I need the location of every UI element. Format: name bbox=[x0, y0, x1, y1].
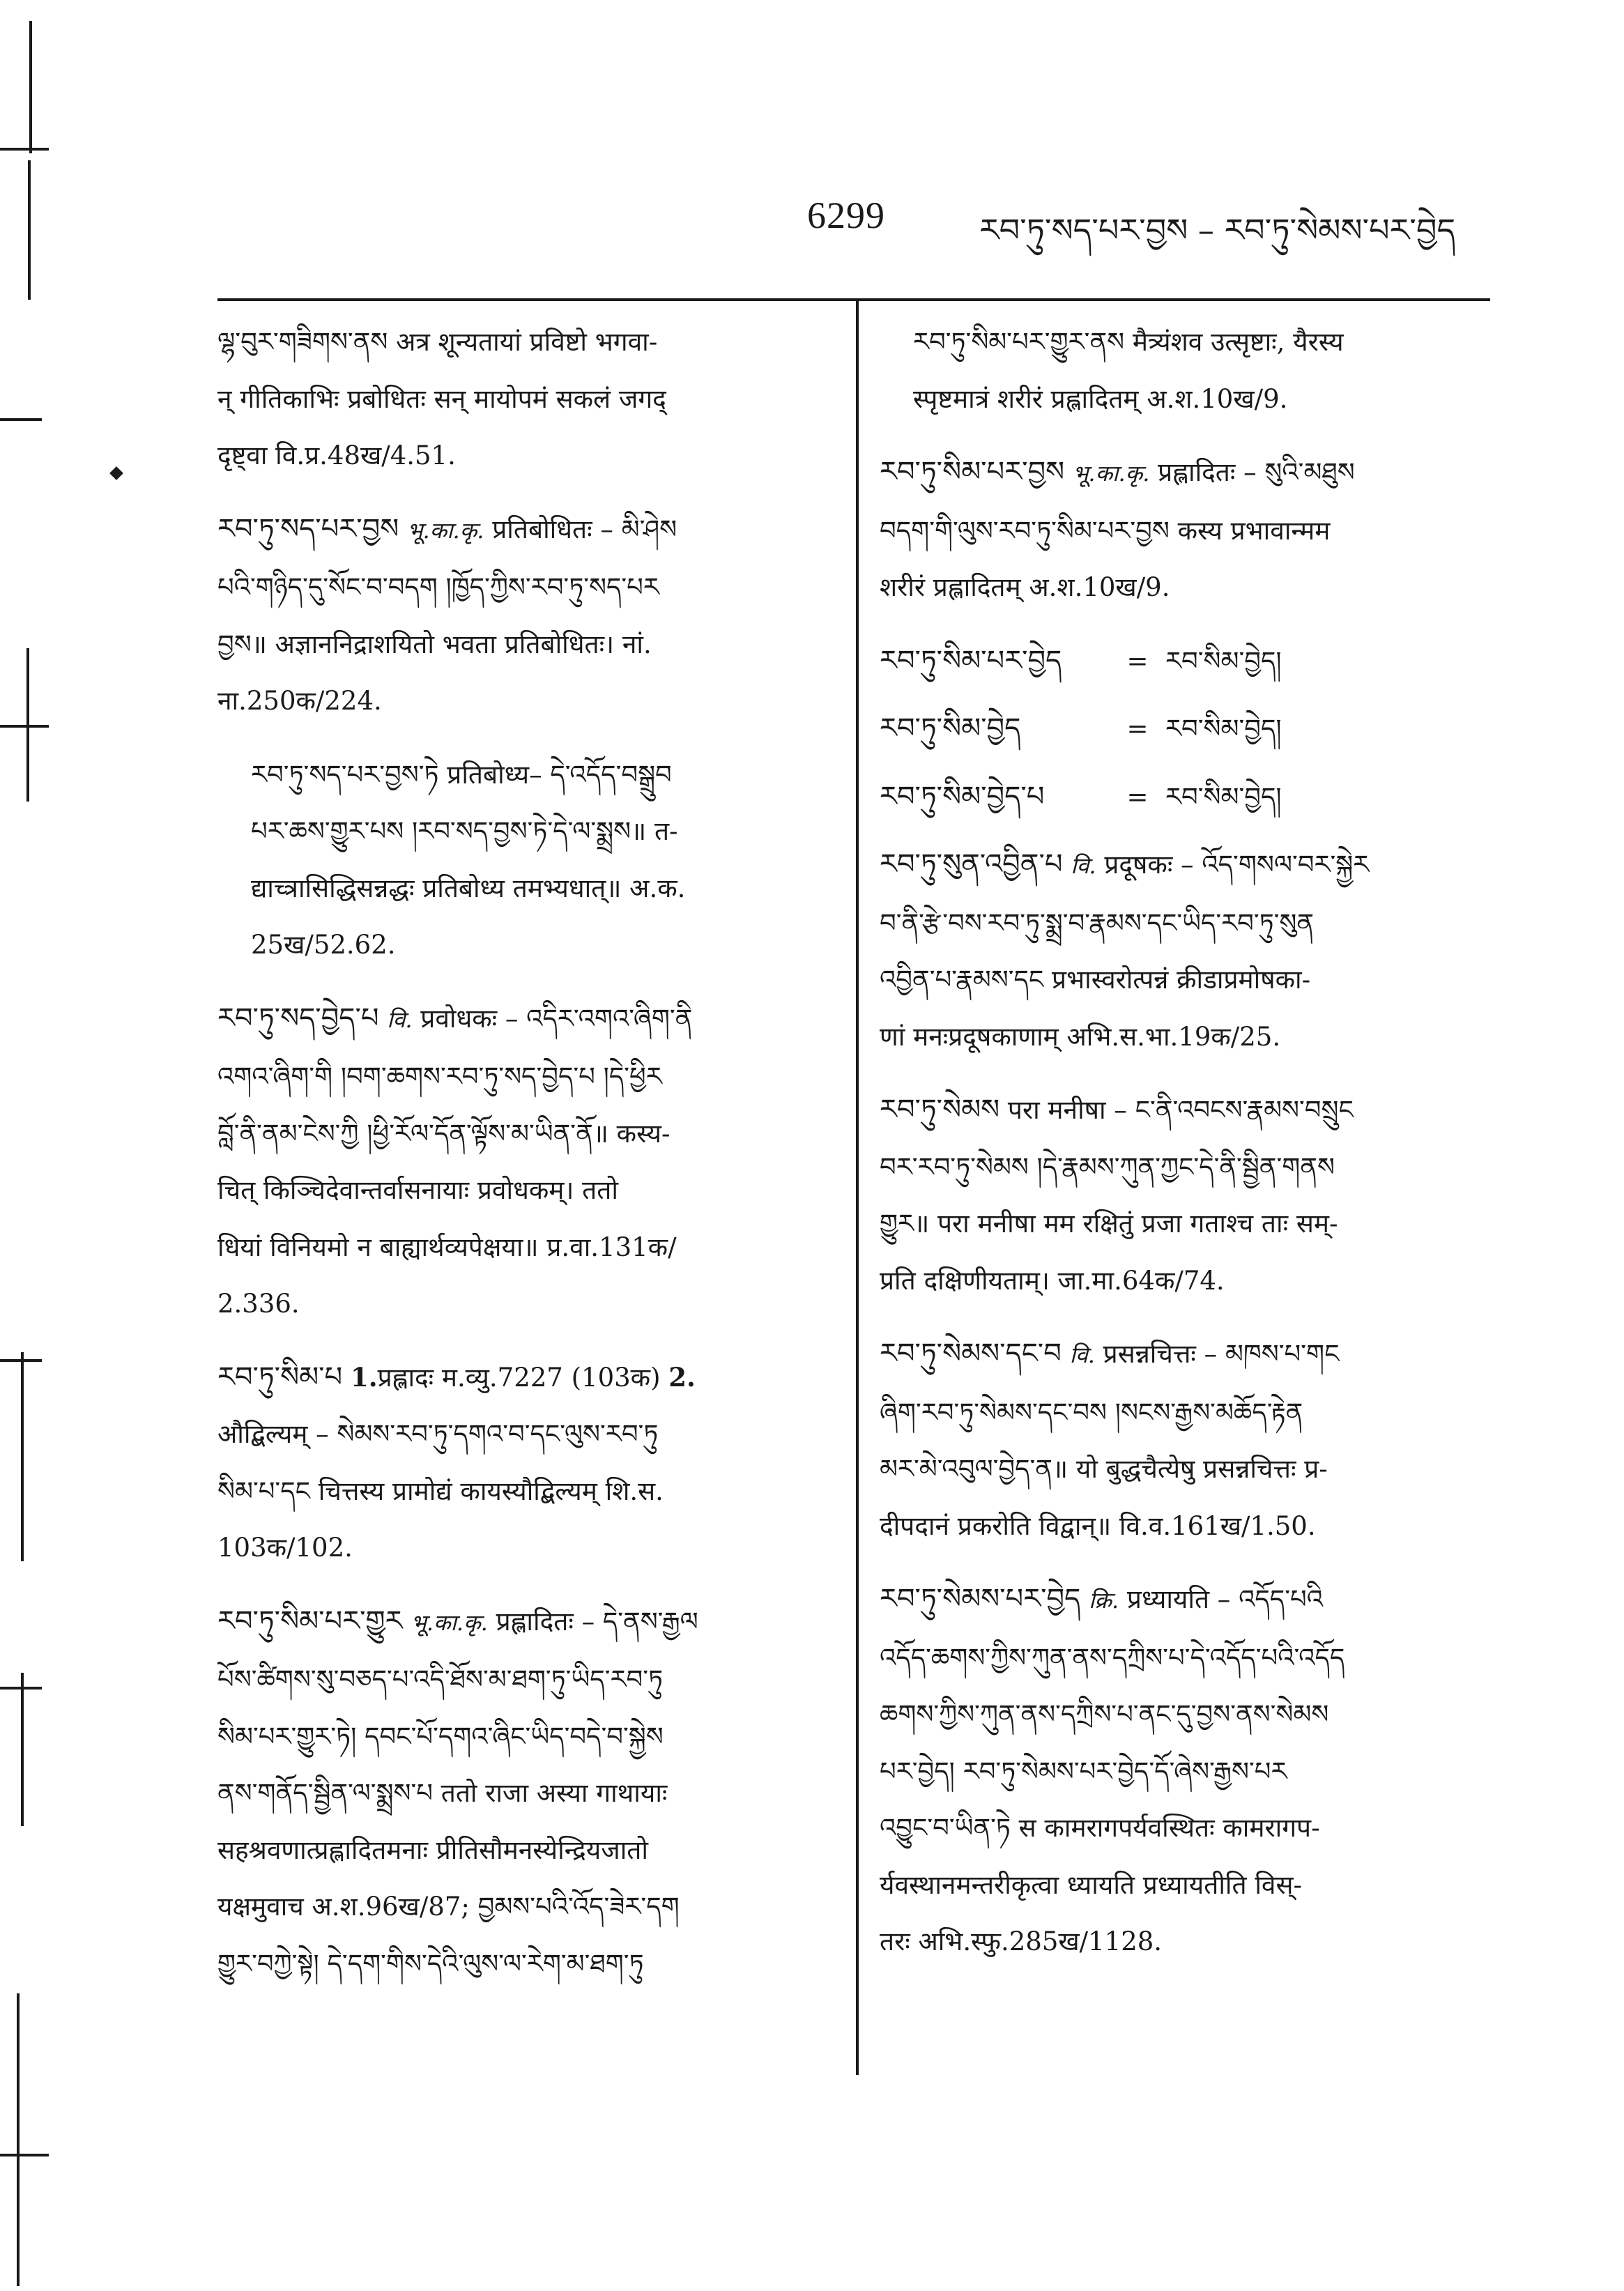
grammar-label: भू.का.कृ. bbox=[1072, 460, 1150, 486]
headword: རབ་ཏུ་སུན་འབྱིན་པ bbox=[880, 848, 1063, 880]
headword: རབ་ཏུ་སད་པར་བྱས bbox=[217, 512, 399, 545]
entry-line: तरः अभि.स्फु.285ख/1128. bbox=[880, 1926, 1163, 1956]
dictionary-entry bbox=[217, 990, 831, 1333]
headword: རབ་ཏུ་སེམས་པར་བྱེད bbox=[880, 1583, 1081, 1615]
margin-mark bbox=[0, 148, 49, 151]
entry-line bbox=[880, 444, 1486, 503]
headword: རབ་ཏུ་སེམས་དང་བ bbox=[880, 1338, 1062, 1370]
entry-line bbox=[217, 1349, 831, 1407]
margin-mark bbox=[0, 2154, 49, 2156]
entry-continuation bbox=[880, 314, 1486, 427]
dictionary-entry bbox=[217, 501, 831, 730]
headword: རབ་ཏུ་སད་བྱེད་པ bbox=[217, 1002, 379, 1034]
cross-reference: རབ་སིམ་བྱེད། bbox=[1165, 781, 1282, 812]
entry-line bbox=[880, 836, 1486, 895]
grammar-label: वि. bbox=[1069, 1342, 1095, 1368]
entry-line: བློ་ནི་ནམ་ངེས་ཀྱི །ཕྱི་རོལ་དོན་ལྟོས་མ་ཡིན་ནོ॥ कस्य- bbox=[217, 1118, 671, 1149]
entry-line: ཆགས་ཀྱིས་ཀུན་ནས་དཀྲིས་པ་ནང་དུ་བྱས་ནས་སེམས bbox=[880, 1699, 1329, 1729]
margin-mark bbox=[0, 1359, 42, 1362]
margin-mark bbox=[29, 21, 32, 153]
equals-sign: = bbox=[1126, 645, 1149, 676]
entry-line: གྱུར་བཀྱེ་སྟེ། དེ་དག་གིས་དེའི་ལུས་ལ་རེག་མ་ཐག་ཏུ bbox=[217, 1948, 644, 1979]
entry-text: प्रह्लादितः – སུའི་མཐུས bbox=[1149, 457, 1355, 487]
entry-text: प्रसन्नचित्तः – མཁས་པ་གང bbox=[1094, 1339, 1340, 1369]
entry-line: ལྷ་བུར་གཟིགས་ནས अत्र शून्यतायां प्रविष्टो भगवा- bbox=[217, 327, 658, 357]
entry-line: धियां विनियमो न बाह्यार्थव्यपेक्षया॥ प्र.वा.131क/ bbox=[217, 1232, 677, 1262]
entry-line: འགའ་ཞིག་གི །བག་ཆགས་རབ་ཏུ་སད་བྱེད་པ །དེ་ཕྱིར bbox=[217, 1062, 662, 1091]
entry-line: བདག་གི་ལུས་རབ་ཏུ་སིམ་པར་བྱས कस्य प्रभावान्मम bbox=[880, 515, 1331, 546]
entry-line: 25ख/52.62. bbox=[251, 930, 396, 960]
entry-line bbox=[217, 1593, 831, 1652]
entry-text: प्रह्लादः म.व्यु.7227 (103क) bbox=[377, 1362, 661, 1393]
entry-line: ཞིག་རབ་ཏུ་སེམས་དང་བས །སངས་རྒྱས་མཆོད་རྟེན bbox=[880, 1397, 1303, 1427]
headword: རབ་ཏུ་སིམ་བྱེད bbox=[880, 712, 1021, 744]
entry-line: བར་རབ་ཏུ་སེམས །དེ་རྣམས་ཀུན་ཀྱང་དེ་ནི་སྦྱིན་གནས bbox=[880, 1151, 1335, 1182]
running-head: རབ་ཏུ་སད་པར་བྱས – རབ་ཏུ་སེམས་པར་བྱེད bbox=[979, 211, 1456, 249]
equivalence-row bbox=[880, 769, 1486, 826]
grammar-label: वि. bbox=[387, 1006, 413, 1033]
entry-text: प्रदूषकः – འོད་གསལ་བར་སྐྱེར bbox=[1096, 850, 1370, 880]
grammar-label: भू.का.कृ. bbox=[411, 1609, 488, 1636]
entry-line: न् गीतिकाभिः प्रबोधितः सन् मायोपमं सकलं जगद् bbox=[217, 383, 666, 414]
equivalence-row bbox=[880, 700, 1486, 758]
entry-line: 103क/102. bbox=[217, 1533, 353, 1563]
entry-line: རབ་ཏུ་སིམ་པར་གྱུར་ནས मैत्र्यंशव उत्सृष्टाः, यैरस्य bbox=[913, 327, 1344, 357]
entry-line bbox=[217, 501, 831, 560]
dictionary-entry bbox=[217, 1593, 831, 1993]
entry-line: འབྱིན་པ་རྣམས་དང प्रभास्वरोत्पन्नं क्रीडाप्रमोषका- bbox=[880, 965, 1311, 995]
left-column bbox=[217, 314, 831, 2009]
entry-text: प्रध्यायति – འདོད་པའི bbox=[1119, 1584, 1324, 1614]
entry-text: प्रवोधकः – འདིར་འགའ་ཞིག་ནི bbox=[412, 1003, 693, 1034]
cross-reference: རབ་སིམ་བྱེད། bbox=[1165, 645, 1282, 676]
entry-line: दृष्ट्वा वि.प्र.48ख/4.51. bbox=[217, 440, 456, 470]
entry-line: པོས་ཚིགས་སུ་བཅད་པ་འདི་ཐོས་མ་ཐག་ཏུ་ཡིད་རབ་ཏུ bbox=[217, 1664, 664, 1694]
entry-text: परा मनीषा – ང་ནི་འབངས་རྣམས་བསྲུང bbox=[999, 1095, 1354, 1125]
entry-text: प्रतिबोधितः – མི་ཤེས bbox=[484, 514, 677, 544]
dictionary-entry bbox=[880, 836, 1486, 1065]
column-rule bbox=[856, 301, 859, 2075]
margin-mark bbox=[0, 725, 49, 728]
entry-line: འབྱུང་བ་ཡིན་ཏེ स कामरागपर्यवस्थितः कामरागप- bbox=[880, 1813, 1320, 1843]
dictionary-entry bbox=[880, 1571, 1486, 1970]
entry-line: स्पृष्टमात्रं शरीरं प्रह्लादितम् अ.श.10ख/9. bbox=[913, 383, 1288, 414]
equivalence-row bbox=[880, 633, 1486, 690]
headword: རབ་ཏུ་སིམ་པར་བྱས bbox=[880, 456, 1065, 488]
dictionary-entry bbox=[880, 1082, 1486, 1309]
margin-mark bbox=[0, 1687, 42, 1689]
entry-line: शरीरं प्रह्लादितम् अ.श.10ख/9. bbox=[880, 572, 1170, 602]
sense-number: 1. bbox=[350, 1361, 378, 1393]
entry-line: འདོད་ཆགས་ཀྱིས་ཀུན་ནས་དཀྲིས་པ་དེ་འདོད་པའི་འདོད bbox=[880, 1642, 1345, 1673]
entry-line: चित् किञ्चिदेवान्तर्वासनायाः प्रवोधकम्। ततो bbox=[217, 1175, 618, 1205]
entry-line: པའི་གཉིད་དུ་སོང་བ་བདག །ཁྱོད་ཀྱིས་རབ་ཏུ་སད་པར bbox=[217, 572, 659, 602]
top-rule bbox=[217, 298, 1490, 301]
entry-line: སིམ་པར་གྱུར་ཏེ། དབང་པོ་དགའ་ཞིང་ཡིད་བདེ་བ་སྐྱེས bbox=[217, 1721, 664, 1752]
margin-mark bbox=[21, 1352, 24, 1561]
equals-sign: = bbox=[1126, 781, 1149, 812]
entry-line: བ་ནི་རྩེ་བས་རབ་ཏུ་སྨྲ་བ་རྣམས་དང་ཡིད་རབ་ཏུ་སུན bbox=[880, 907, 1315, 938]
grammar-label: भू.का.कृ. bbox=[407, 516, 484, 544]
entry-line bbox=[880, 1326, 1486, 1384]
entry-line: र्यवस्थानमन्तरीकृत्वा ध्यायति प्रध्यायतीति विस्- bbox=[880, 1869, 1303, 1900]
entry-line: ནས་གནོད་སྦྱིན་ལ་སྨྲས་པ ततो राजा अस्या गाथायाः bbox=[217, 1778, 668, 1808]
margin-mark bbox=[21, 1673, 24, 1826]
margin-mark bbox=[17, 1993, 20, 2286]
margin-mark bbox=[28, 160, 31, 300]
entry-line: མར་མེ་འབུལ་བྱེད་ན॥ यो बुद्धचैत्येषु प्रसन्नचित्तः प्र- bbox=[880, 1454, 1328, 1484]
entry-text: प्रह्लादितः – དེ་ནས་རྒྱལ bbox=[487, 1606, 698, 1637]
entry-line: ना.250क/224. bbox=[217, 686, 382, 716]
entry-line: བྱས॥ अज्ञाननिद्राशयितो भवता प्रतिबोधितः। नां. bbox=[217, 629, 652, 659]
entry-continuation bbox=[217, 314, 831, 484]
entry-line: णां मनःप्रदूषकाणाम् अभि.स.भा.19क/25. bbox=[880, 1021, 1281, 1052]
cross-reference: རབ་སིམ་བྱེད། bbox=[1165, 714, 1282, 744]
entry-line: यक्षमुवाच अ.श.96ख/87; བྱམས་པའི་འོད་ཟེར་དག bbox=[217, 1892, 680, 1922]
entry-line: པར་ཆས་གྱུར་པས །རབ་སད་བྱས་ཏེ་དེ་ལ་སྨྲས॥ त- bbox=[251, 816, 678, 846]
headword: རབ་ཏུ་སིམ་བྱེད་པ bbox=[880, 780, 1045, 813]
grammar-label: क्रि. bbox=[1089, 1587, 1119, 1614]
dictionary-entry bbox=[880, 1326, 1486, 1554]
headword: རབ་ཏུ་སིམ་པར་བྱེད bbox=[880, 644, 1062, 677]
dictionary-entry bbox=[880, 444, 1486, 616]
entry-line: प्रति दक्षिणीयताम्। जा.मा.64क/74. bbox=[880, 1265, 1225, 1296]
headword: རབ་ཏུ་སིམ་པ bbox=[217, 1361, 343, 1393]
entry-line: སིམ་པ་དང चित्तस्य प्रामोद्यं कायस्यौद्बिल्यम् शि.स. bbox=[217, 1476, 664, 1506]
headword: རབ་ཏུ་སིམ་པར་གྱུར bbox=[217, 1604, 403, 1637]
entry-line bbox=[880, 1571, 1486, 1630]
grammar-label: वि. bbox=[1071, 852, 1096, 879]
margin-mark bbox=[0, 418, 42, 421]
equivalence-list bbox=[880, 633, 1486, 826]
entry-line bbox=[217, 990, 831, 1049]
entry-line bbox=[880, 1082, 1486, 1139]
sense-number: 2. bbox=[668, 1361, 696, 1393]
entry-line: པར་བྱེད། རབ་ཏུ་སེམས་པར་བྱེད་དོ་ཞེས་རྒྱས་པར bbox=[880, 1756, 1287, 1786]
equals-sign: = bbox=[1126, 714, 1149, 744]
entry-line: རབ་ཏུ་སད་པར་བྱས་ཏེ प्रतिबोध्य– དེ་འདོད་བསྒྲུབ bbox=[251, 759, 672, 790]
entry-line: द्याच्त्रासिद्धिसन्नद्धः प्रतिबोध्य तमभ्यधात्॥ अ.क. bbox=[251, 873, 686, 903]
entry-line: सहश्रवणात्प्रह्लादितमनाः प्रीतिसौमनस्येन्द्रियजातो bbox=[217, 1834, 648, 1865]
entry-line: 2.336. bbox=[217, 1289, 300, 1319]
page-number: 6299 bbox=[807, 194, 885, 236]
entry-line: दीपदानं प्रकरोति विद्वान्॥ वि.व.161ख/1.50. bbox=[880, 1510, 1316, 1541]
dictionary-subentry bbox=[217, 746, 831, 974]
entry-line: གྱུར॥ परा मनीषा मम रक्षितुं प्रजा गताश्च ताः सम्- bbox=[880, 1209, 1338, 1239]
headword: རབ་ཏུ་སེམས bbox=[880, 1094, 1000, 1126]
right-column bbox=[880, 314, 1486, 1987]
entry-line: औद्बिल्यम् – སེམས་རབ་ཏུ་དགའ་བ་དང་ལུས་རབ་ཏུ bbox=[217, 1419, 659, 1449]
margin-mark bbox=[109, 466, 123, 480]
dictionary-entry bbox=[217, 1349, 831, 1577]
